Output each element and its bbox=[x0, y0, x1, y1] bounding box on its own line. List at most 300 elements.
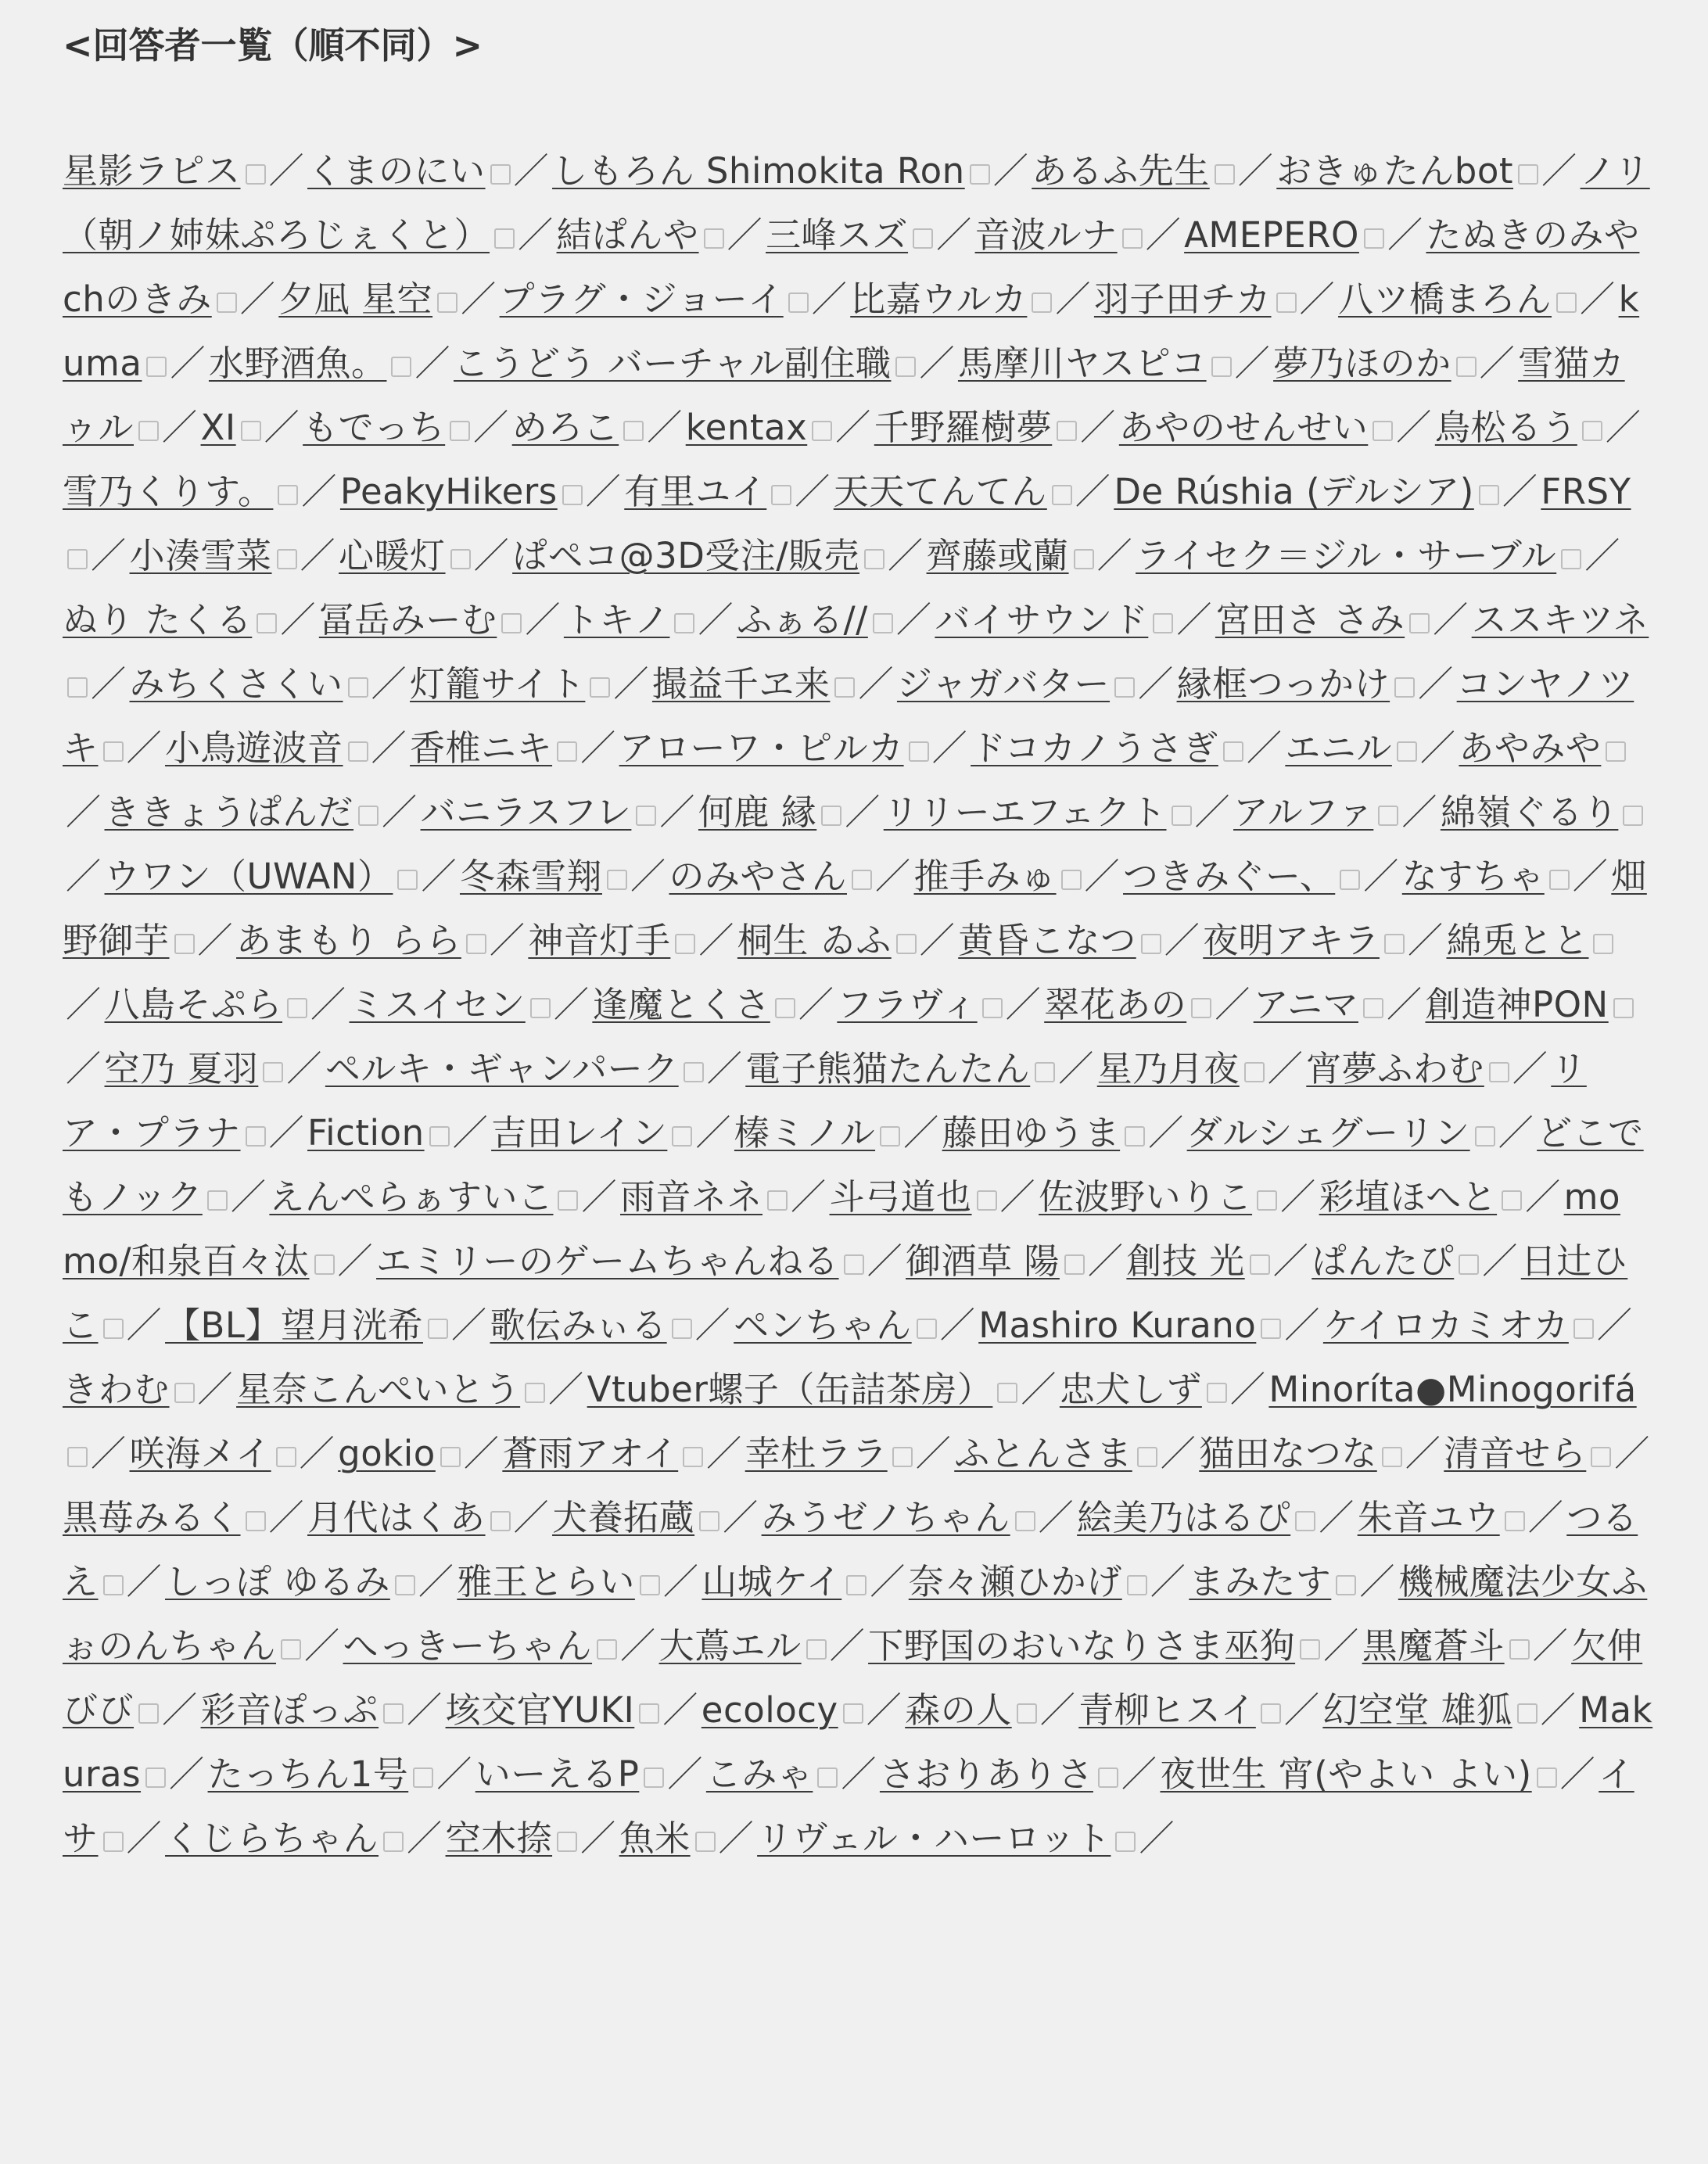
respondent-name-link[interactable]: もでっち bbox=[303, 407, 446, 448]
respondent-name-link[interactable]: 結ぱんや bbox=[556, 214, 699, 256]
respondent-name-link[interactable]: 夜明アキラ bbox=[1203, 920, 1380, 961]
name-separator: ／ bbox=[301, 471, 337, 512]
name-separator: ／ bbox=[1433, 599, 1469, 641]
respondent-name-link[interactable]: 齊藤或蘭 bbox=[926, 535, 1069, 576]
respondent-name-link[interactable]: 山城ケイ bbox=[702, 1561, 842, 1602]
name-separator: ／ bbox=[407, 1818, 443, 1859]
respondent-name-link[interactable]: 奈々瀬ひかげ bbox=[908, 1561, 1122, 1602]
external-link-icon bbox=[246, 164, 266, 185]
respondent-name-link[interactable]: リア・プラナ bbox=[63, 1048, 1587, 1154]
respondent-name-link[interactable]: 夢乃ほのか bbox=[1273, 343, 1451, 384]
respondent-name-link[interactable]: 桐生 ゐふ bbox=[737, 920, 892, 961]
name-separator: ／ bbox=[915, 1433, 952, 1474]
external-link-icon bbox=[494, 228, 515, 249]
respondent-name-link[interactable]: へっきーちゃん bbox=[343, 1625, 593, 1667]
respondent-name-link[interactable]: 空乃 夏羽 bbox=[104, 1048, 259, 1089]
respondent-name-link[interactable]: 彩音ぽっぷ bbox=[200, 1689, 379, 1731]
respondent-name-link[interactable]: Mashiro Kurano bbox=[978, 1305, 1257, 1346]
respondent-name-link[interactable]: 蒼雨アオイ bbox=[502, 1433, 679, 1474]
respondent-name-link[interactable]: 推手みゅ bbox=[913, 856, 1057, 897]
respondent-name-link[interactable]: 犬養拓蔵 bbox=[552, 1497, 695, 1538]
name-separator: ／ bbox=[1087, 1240, 1124, 1282]
respondent-name-link[interactable]: ケイロカミオカ bbox=[1322, 1305, 1569, 1346]
respondent-name-link[interactable]: ダルシェグーリン bbox=[1186, 1112, 1470, 1154]
respondent-name-link[interactable]: リヴェル・ハーロット bbox=[757, 1818, 1111, 1859]
respondent-name-link[interactable]: 斗弓道也 bbox=[829, 1176, 972, 1218]
respondent-name-link[interactable]: プラグ・ジョーイ bbox=[499, 278, 784, 320]
respondent-name-link[interactable]: 宮田さ さみ bbox=[1215, 599, 1405, 641]
external-link-icon bbox=[821, 806, 841, 826]
respondent-name-link[interactable]: 榛ミノル bbox=[734, 1112, 876, 1154]
respondent-name-link[interactable]: De Rúshia (デルシア) bbox=[1114, 471, 1474, 512]
respondent-name-link[interactable]: たっちん1号 bbox=[207, 1753, 409, 1795]
name-separator: ／ bbox=[1614, 1433, 1650, 1474]
respondent-name-link[interactable]: ecolocy bbox=[701, 1689, 838, 1731]
name-separator: ／ bbox=[919, 343, 955, 384]
external-link-icon bbox=[246, 1126, 266, 1147]
external-link-icon bbox=[67, 1447, 88, 1467]
respondent-name-link[interactable]: 猫田なつな bbox=[1199, 1433, 1377, 1474]
respondent-name-link[interactable]: 雅王とらい bbox=[457, 1561, 635, 1602]
external-link-icon bbox=[1122, 228, 1143, 249]
respondent-name-link[interactable]: こみゃ bbox=[705, 1753, 813, 1795]
respondent-name-link[interactable]: Fiction bbox=[307, 1112, 425, 1154]
respondent-name-link[interactable]: イサ bbox=[63, 1753, 1634, 1859]
external-link-icon bbox=[1489, 1062, 1509, 1082]
respondent-name-link[interactable]: 【BL】望月洸希 bbox=[165, 1305, 423, 1346]
respondent-name-link[interactable]: 黒魔蒼斗 bbox=[1362, 1625, 1505, 1667]
respondent-name-link[interactable]: 何鹿 縁 bbox=[698, 791, 817, 833]
respondent-name-link[interactable]: ジャガバター bbox=[896, 663, 1111, 705]
external-link-icon bbox=[684, 1062, 704, 1082]
external-link-icon bbox=[683, 1447, 703, 1467]
respondent-name-link[interactable]: 魚米 bbox=[619, 1818, 691, 1859]
name-separator: ／ bbox=[304, 1625, 340, 1667]
name-separator: ／ bbox=[91, 663, 127, 705]
external-link-icon bbox=[103, 1319, 124, 1339]
respondent-name-link[interactable]: Makuras bbox=[63, 1689, 1653, 1795]
external-link-icon bbox=[913, 228, 933, 249]
external-link-icon bbox=[429, 1126, 450, 1147]
respondent-name-link[interactable]: えんぺらぁすいこ bbox=[269, 1176, 554, 1218]
respondent-name-link[interactable]: FRSY bbox=[1541, 471, 1631, 512]
respondent-name-link[interactable]: 神音灯手 bbox=[528, 920, 671, 961]
name-separator: ／ bbox=[66, 791, 102, 833]
external-link-icon bbox=[314, 1254, 335, 1275]
respondent-name-link[interactable]: 欠伸びび bbox=[63, 1625, 1643, 1731]
respondent-name-link[interactable]: 宵夢ふわむ bbox=[1306, 1048, 1484, 1089]
external-link-icon bbox=[1384, 934, 1405, 954]
respondent-name-link[interactable]: エミリーのゲームちゃんねる bbox=[376, 1240, 839, 1282]
external-link-icon bbox=[1459, 1254, 1479, 1275]
respondent-name-link[interactable]: 日辻ひこ bbox=[63, 1240, 1628, 1346]
respondent-name-link[interactable]: 撮益千ヱ来 bbox=[651, 663, 831, 705]
name-separator: ／ bbox=[371, 663, 407, 705]
respondent-name-link[interactable]: あまもり らら bbox=[236, 920, 461, 961]
external-link-icon bbox=[397, 870, 418, 890]
respondent-name-link[interactable]: 翠花あの bbox=[1044, 984, 1187, 1025]
external-link-icon bbox=[639, 1703, 659, 1724]
name-separator: ／ bbox=[1418, 663, 1454, 705]
respondent-name-link[interactable]: なすちゃ bbox=[1401, 856, 1545, 897]
respondent-name-link[interactable]: 香椎ニキ bbox=[410, 727, 553, 769]
name-separator: ／ bbox=[1386, 984, 1423, 1025]
respondent-name-link[interactable]: momo/和泉百々汰 bbox=[63, 1176, 1620, 1282]
respondent-name-link[interactable]: 千野羅樹夢 bbox=[874, 407, 1053, 448]
respondent-name-link[interactable]: フラヴィ bbox=[837, 984, 978, 1025]
respondent-name-link[interactable]: 彩埴ほへと bbox=[1319, 1176, 1498, 1218]
name-separator: ／ bbox=[170, 343, 206, 384]
page-title: <回答者一覧（順不同）> bbox=[63, 24, 483, 66]
respondent-name-link[interactable]: 清音せら bbox=[1444, 1433, 1587, 1474]
respondent-name-link[interactable]: 創技 光 bbox=[1126, 1240, 1245, 1282]
name-separator: ／ bbox=[299, 1433, 336, 1474]
respondent-name-link[interactable]: 比嘉ウルカ bbox=[850, 278, 1028, 320]
external-link-icon bbox=[895, 357, 916, 377]
external-link-icon bbox=[1397, 741, 1417, 762]
name-separator: ／ bbox=[197, 1369, 234, 1410]
name-separator: ／ bbox=[1580, 278, 1616, 320]
external-link-icon bbox=[281, 1639, 301, 1660]
external-link-icon bbox=[695, 1832, 716, 1852]
external-link-icon bbox=[896, 934, 917, 954]
respondent-name-link[interactable]: 有里ユイ bbox=[624, 471, 767, 512]
respondent-name-link[interactable]: 星影ラピス bbox=[63, 150, 241, 192]
name-separator: ／ bbox=[489, 920, 526, 961]
external-link-icon bbox=[675, 934, 695, 954]
respondent-name-link[interactable]: 絵美乃はるぴ bbox=[1077, 1497, 1291, 1538]
name-separator: ／ bbox=[268, 1497, 305, 1538]
respondent-name-link[interactable]: あるふ先生 bbox=[1032, 150, 1210, 192]
external-link-icon bbox=[257, 613, 277, 633]
external-link-icon bbox=[348, 677, 368, 698]
name-separator: ／ bbox=[1055, 278, 1091, 320]
name-separator: ／ bbox=[829, 1625, 866, 1667]
respondent-name-link[interactable]: kuma bbox=[63, 278, 1640, 384]
name-separator: ／ bbox=[463, 1433, 500, 1474]
respondent-name-link[interactable]: 忠犬しず bbox=[1059, 1369, 1202, 1410]
external-link-icon bbox=[466, 934, 486, 954]
respondent-name-link[interactable]: 羽子田チカ bbox=[1093, 278, 1272, 320]
respondent-name-link[interactable]: ドコカノうさぎ bbox=[971, 727, 1218, 769]
respondent-name-link[interactable]: ふぁる// bbox=[736, 599, 868, 641]
respondent-name-link[interactable]: ススキツネ bbox=[1471, 599, 1649, 641]
respondent-name-link[interactable]: 雪猫カゥル bbox=[63, 343, 1625, 448]
name-separator: ／ bbox=[585, 471, 622, 512]
external-link-icon bbox=[817, 1767, 838, 1788]
external-link-icon bbox=[812, 421, 832, 441]
respondent-name-link[interactable]: たぬきのみやchのきみ bbox=[63, 214, 1640, 320]
respondent-name-link[interactable]: 縁框つっかけ bbox=[1176, 663, 1390, 705]
external-link-icon bbox=[1064, 1254, 1085, 1275]
external-link-icon bbox=[1409, 613, 1430, 633]
external-link-icon bbox=[674, 613, 694, 633]
respondent-name-link[interactable]: XI bbox=[200, 407, 236, 448]
respondent-name-link[interactable]: ペンちゃん bbox=[734, 1305, 912, 1346]
respondent-name-link[interactable]: 月代はくあ bbox=[307, 1497, 486, 1538]
external-link-icon bbox=[1172, 806, 1192, 826]
external-link-icon bbox=[880, 1126, 900, 1147]
name-separator: ／ bbox=[1148, 1112, 1184, 1154]
name-separator: ／ bbox=[1176, 599, 1212, 641]
external-link-icon bbox=[1261, 1319, 1281, 1339]
respondent-name-link[interactable]: gokio bbox=[338, 1433, 436, 1474]
respondent-name-link[interactable]: みちくさくい bbox=[129, 663, 343, 705]
external-link-icon bbox=[145, 1767, 166, 1788]
name-separator: ／ bbox=[858, 663, 894, 705]
respondent-name-link[interactable]: アニマ bbox=[1253, 984, 1358, 1025]
respondent-name-link[interactable]: 八島そぷら bbox=[104, 984, 283, 1025]
respondent-name-link[interactable]: あやのせんせい bbox=[1118, 407, 1369, 448]
respondent-name-link[interactable]: まみたす bbox=[1189, 1561, 1332, 1602]
respondent-name-link[interactable]: ぱペコ@3D受注/販売 bbox=[512, 535, 860, 576]
respondent-name-link[interactable]: ミスイセン bbox=[349, 984, 526, 1025]
external-link-icon bbox=[1518, 164, 1538, 185]
respondent-name-link[interactable]: トキノ bbox=[563, 599, 670, 641]
respondent-name-link[interactable]: 咲海メイ bbox=[129, 1433, 271, 1474]
respondent-name-link[interactable]: いーえるP bbox=[475, 1753, 640, 1795]
name-separator: ／ bbox=[620, 1625, 656, 1667]
respondent-name-link[interactable]: 鳥松るう bbox=[1434, 407, 1577, 448]
name-separator: ／ bbox=[903, 1112, 939, 1154]
external-link-icon bbox=[1052, 485, 1072, 505]
respondent-name-link[interactable]: 逢魔とくさ bbox=[592, 984, 770, 1025]
respondent-name-link[interactable]: 夕凪 星空 bbox=[278, 278, 433, 320]
respondent-name-link[interactable]: 電子熊猫たんたん bbox=[745, 1048, 1031, 1089]
respondent-name-link[interactable]: 畑野御芋 bbox=[63, 856, 1647, 961]
respondent-name-link[interactable]: 創造神PON bbox=[1425, 984, 1609, 1025]
respondent-name-link[interactable]: しっぽ ゆるみ bbox=[165, 1561, 390, 1602]
respondent-name-link[interactable]: つるえ bbox=[63, 1497, 1638, 1602]
respondent-name-link[interactable]: 森の人 bbox=[905, 1689, 1012, 1731]
respondent-name-link[interactable]: ふとんさま bbox=[954, 1433, 1132, 1474]
respondent-name-link[interactable]: 下野国のおいなりさま巫狗 bbox=[868, 1625, 1296, 1667]
name-separator: ／ bbox=[1150, 1561, 1186, 1602]
name-separator: ／ bbox=[1596, 1305, 1633, 1346]
respondent-name-link[interactable]: 黒苺みるく bbox=[63, 1497, 241, 1538]
external-link-icon bbox=[1549, 870, 1570, 890]
external-link-icon bbox=[207, 1190, 228, 1211]
name-separator: ／ bbox=[286, 1048, 322, 1089]
respondent-name-link[interactable]: こうどう バーチャル副住職 bbox=[453, 343, 892, 384]
respondent-name-link[interactable]: エニル bbox=[1285, 727, 1392, 769]
respondent-name-link[interactable]: バイサウンド bbox=[935, 599, 1149, 641]
respondent-name-link[interactable]: 朱音ユウ bbox=[1357, 1497, 1500, 1538]
respondent-name-link[interactable]: 吉田レイン bbox=[491, 1112, 668, 1154]
respondent-name-link[interactable]: 冬森雪翔 bbox=[459, 856, 602, 897]
respondent-name-link[interactable]: 幸杜ララ bbox=[745, 1433, 888, 1474]
name-separator: ／ bbox=[1359, 1561, 1395, 1602]
respondent-name-link[interactable]: Minoríta●Minogorifá bbox=[1268, 1369, 1637, 1410]
name-separator: ／ bbox=[162, 407, 198, 448]
respondent-name-link[interactable]: アルファ bbox=[1233, 791, 1374, 833]
respondent-name-link[interactable]: リリーエフェクト bbox=[883, 791, 1167, 833]
respondent-name-link[interactable]: kentax bbox=[685, 407, 808, 448]
respondent-name-link[interactable]: 小湊雪菜 bbox=[129, 535, 272, 576]
external-link-icon bbox=[1125, 1126, 1145, 1147]
external-link-icon bbox=[391, 357, 411, 377]
respondent-name-link[interactable]: くじらちゃん bbox=[165, 1818, 379, 1859]
respondent-name-link[interactable]: ぱんたぴ bbox=[1312, 1240, 1455, 1282]
respondent-name-link[interactable]: ライセク＝ジル・サーブル bbox=[1136, 535, 1557, 576]
name-separator: ／ bbox=[845, 791, 881, 833]
respondent-name-link[interactable]: 雪乃くりす。 bbox=[63, 471, 274, 512]
name-separator: ／ bbox=[421, 856, 457, 897]
respondent-name-link[interactable]: 冨岳みーむ bbox=[318, 599, 497, 641]
respondent-name-link[interactable]: 灯籠サイト bbox=[410, 663, 586, 705]
name-separator: ／ bbox=[835, 407, 871, 448]
external-link-icon bbox=[358, 806, 379, 826]
respondent-name-link[interactable]: コンヤノツキ bbox=[63, 663, 1634, 769]
respondent-name-link[interactable]: 幻空堂 雄狐 bbox=[1322, 1689, 1512, 1731]
name-separator: ／ bbox=[91, 1433, 127, 1474]
name-separator: ／ bbox=[1164, 920, 1200, 961]
name-separator: ／ bbox=[1280, 1176, 1316, 1218]
name-separator: ／ bbox=[310, 984, 346, 1025]
respondent-name-link[interactable]: AMEPERO bbox=[1184, 214, 1359, 256]
name-separator: ／ bbox=[548, 1369, 584, 1410]
respondent-name-link[interactable]: 綿嶺ぐるり bbox=[1440, 791, 1619, 833]
name-separator: ／ bbox=[513, 150, 550, 192]
external-link-icon bbox=[644, 1767, 664, 1788]
respondent-name-link[interactable]: あやみや bbox=[1459, 727, 1602, 769]
respondent-name-link[interactable]: 心暖灯 bbox=[339, 535, 446, 576]
respondent-name-link[interactable]: さおりありさ bbox=[879, 1753, 1093, 1795]
respondent-name-link[interactable]: きわむ bbox=[63, 1369, 170, 1410]
respondent-name-link[interactable]: アローワ・ピルカ bbox=[619, 727, 904, 769]
respondent-name-link[interactable]: 雨音ネネ bbox=[620, 1176, 763, 1218]
name-separator: ／ bbox=[382, 791, 418, 833]
respondent-name-link[interactable]: 歌伝みぃる bbox=[490, 1305, 667, 1346]
respondent-name-link[interactable]: どこでもノック bbox=[63, 1112, 1644, 1218]
respondent-name-link[interactable]: 馬摩川ヤスピコ bbox=[957, 343, 1207, 384]
respondent-name-link[interactable]: 八ツ橋まろん bbox=[1338, 278, 1552, 320]
name-separator: ／ bbox=[1058, 1048, 1094, 1089]
external-link-icon bbox=[1537, 1767, 1557, 1788]
respondent-name-link[interactable]: 水野酒魚。 bbox=[208, 343, 387, 384]
respondent-name-link[interactable]: 佐波野いりこ bbox=[1039, 1176, 1253, 1218]
respondent-name-link[interactable]: 空木捺 bbox=[445, 1818, 553, 1859]
respondent-name-link[interactable]: 藤田ゆうま bbox=[942, 1112, 1121, 1154]
external-link-icon bbox=[623, 421, 644, 441]
name-separator: ／ bbox=[268, 150, 305, 192]
respondent-name-link[interactable]: PeakyHikers bbox=[339, 471, 558, 512]
respondent-name-link[interactable]: みうゼノちゃん bbox=[761, 1497, 1010, 1538]
external-link-icon bbox=[1257, 1190, 1277, 1211]
external-link-icon bbox=[1623, 806, 1643, 826]
external-link-icon bbox=[1340, 870, 1360, 890]
name-separator: ／ bbox=[1502, 471, 1538, 512]
external-link-icon bbox=[450, 549, 471, 569]
external-link-icon bbox=[557, 741, 577, 762]
external-link-icon bbox=[977, 1190, 997, 1211]
name-separator: ／ bbox=[1021, 1369, 1057, 1410]
name-separator: ／ bbox=[581, 1176, 617, 1218]
name-separator: ／ bbox=[811, 278, 848, 320]
external-link-icon bbox=[767, 1190, 788, 1211]
name-separator: ／ bbox=[659, 791, 695, 833]
external-link-icon bbox=[1582, 421, 1602, 441]
name-separator: ／ bbox=[1401, 791, 1437, 833]
respondent-name-link[interactable]: 御酒草 陽 bbox=[906, 1240, 1060, 1282]
respondent-name-link[interactable]: ウワン（UWAN） bbox=[104, 856, 393, 897]
name-separator: ／ bbox=[518, 214, 554, 256]
respondent-name-link[interactable]: のみやさん bbox=[669, 856, 847, 897]
name-separator: ／ bbox=[280, 599, 316, 641]
name-separator: ／ bbox=[1363, 856, 1399, 897]
respondent-name-link[interactable]: バニラスフレ bbox=[420, 791, 632, 833]
name-separator: ／ bbox=[1075, 471, 1111, 512]
name-separator: ／ bbox=[662, 1561, 699, 1602]
respondent-name-link[interactable]: くまのにい bbox=[307, 150, 486, 192]
external-link-icon bbox=[1573, 1319, 1594, 1339]
respondent-name-link[interactable]: 綿兎とと bbox=[1446, 920, 1589, 961]
respondent-name-link[interactable]: しもろん Shimokita Ron bbox=[552, 150, 965, 192]
name-separator: ／ bbox=[647, 407, 683, 448]
respondent-name-link[interactable]: ペルキ・ギャンパーク bbox=[325, 1048, 679, 1089]
name-separator: ／ bbox=[1498, 1112, 1534, 1154]
name-separator: ／ bbox=[1138, 663, 1174, 705]
respondent-name-link[interactable]: 大蔦エル bbox=[658, 1625, 802, 1667]
respondent-name-link[interactable]: 小鳥遊波音 bbox=[165, 727, 343, 769]
respondent-name-link[interactable]: ぬり たくる bbox=[63, 599, 253, 641]
respondent-name-link[interactable]: 三峰スズ bbox=[766, 214, 909, 256]
respondent-name-link[interactable]: 星乃月夜 bbox=[1096, 1048, 1240, 1089]
respondent-name-link[interactable]: ノリ（朝ノ姉妹ぷろじぇくと） bbox=[63, 150, 1650, 256]
respondent-name-link[interactable]: 機械魔法少女ふぉのんちゃん bbox=[63, 1561, 1648, 1667]
external-link-icon bbox=[636, 806, 656, 826]
external-link-icon bbox=[844, 1254, 864, 1275]
name-separator: ／ bbox=[723, 1497, 759, 1538]
respondent-name-link[interactable]: 星奈こんぺいとう bbox=[236, 1369, 521, 1410]
respondent-name-link[interactable]: 垓交官YUKI bbox=[445, 1689, 635, 1731]
name-separator: ／ bbox=[126, 1561, 163, 1602]
respondent-name-link[interactable]: ききょうぱんだ bbox=[104, 791, 354, 833]
name-separator: ／ bbox=[1038, 1497, 1075, 1538]
respondent-name-link[interactable]: Vtuber螺子（缶詰茶房） bbox=[587, 1369, 993, 1410]
external-link-icon bbox=[525, 1383, 545, 1403]
external-link-icon bbox=[1127, 1575, 1147, 1595]
name-separator: ／ bbox=[791, 1176, 827, 1218]
external-link-icon bbox=[217, 292, 237, 313]
respondent-name-link[interactable]: めろこ bbox=[511, 407, 619, 448]
respondent-name-link[interactable]: 青柳ヒスイ bbox=[1078, 1689, 1256, 1731]
name-separator: ／ bbox=[841, 1753, 877, 1795]
name-separator: ／ bbox=[895, 599, 932, 641]
external-link-icon bbox=[1606, 741, 1626, 762]
external-link-icon bbox=[852, 870, 872, 890]
external-link-icon bbox=[834, 677, 855, 698]
name-separator: ／ bbox=[525, 599, 561, 641]
name-separator: ／ bbox=[268, 1112, 305, 1154]
name-separator: ／ bbox=[1605, 407, 1642, 448]
respondent-name-link[interactable]: おきゅたんbot bbox=[1276, 150, 1514, 192]
respondent-name-link[interactable]: 音波ルナ bbox=[974, 214, 1118, 256]
respondent-name-link[interactable]: 天天てんてん bbox=[833, 471, 1047, 512]
name-separator: ／ bbox=[888, 535, 924, 576]
external-link-icon bbox=[437, 292, 458, 313]
name-separator: ／ bbox=[473, 407, 509, 448]
external-link-icon bbox=[1336, 1575, 1356, 1595]
respondent-name-link[interactable]: 夜世生 宵(やよい よい) bbox=[1160, 1753, 1532, 1795]
respondent-name-link[interactable]: 黄昏こなつ bbox=[958, 920, 1136, 961]
external-link-icon bbox=[1378, 806, 1398, 826]
respondent-name-link[interactable]: つきみぐー、 bbox=[1123, 856, 1336, 897]
external-link-icon bbox=[1475, 1126, 1495, 1147]
external-link-icon bbox=[103, 741, 124, 762]
external-link-icon bbox=[138, 1703, 159, 1724]
name-separator: ／ bbox=[1005, 984, 1042, 1025]
